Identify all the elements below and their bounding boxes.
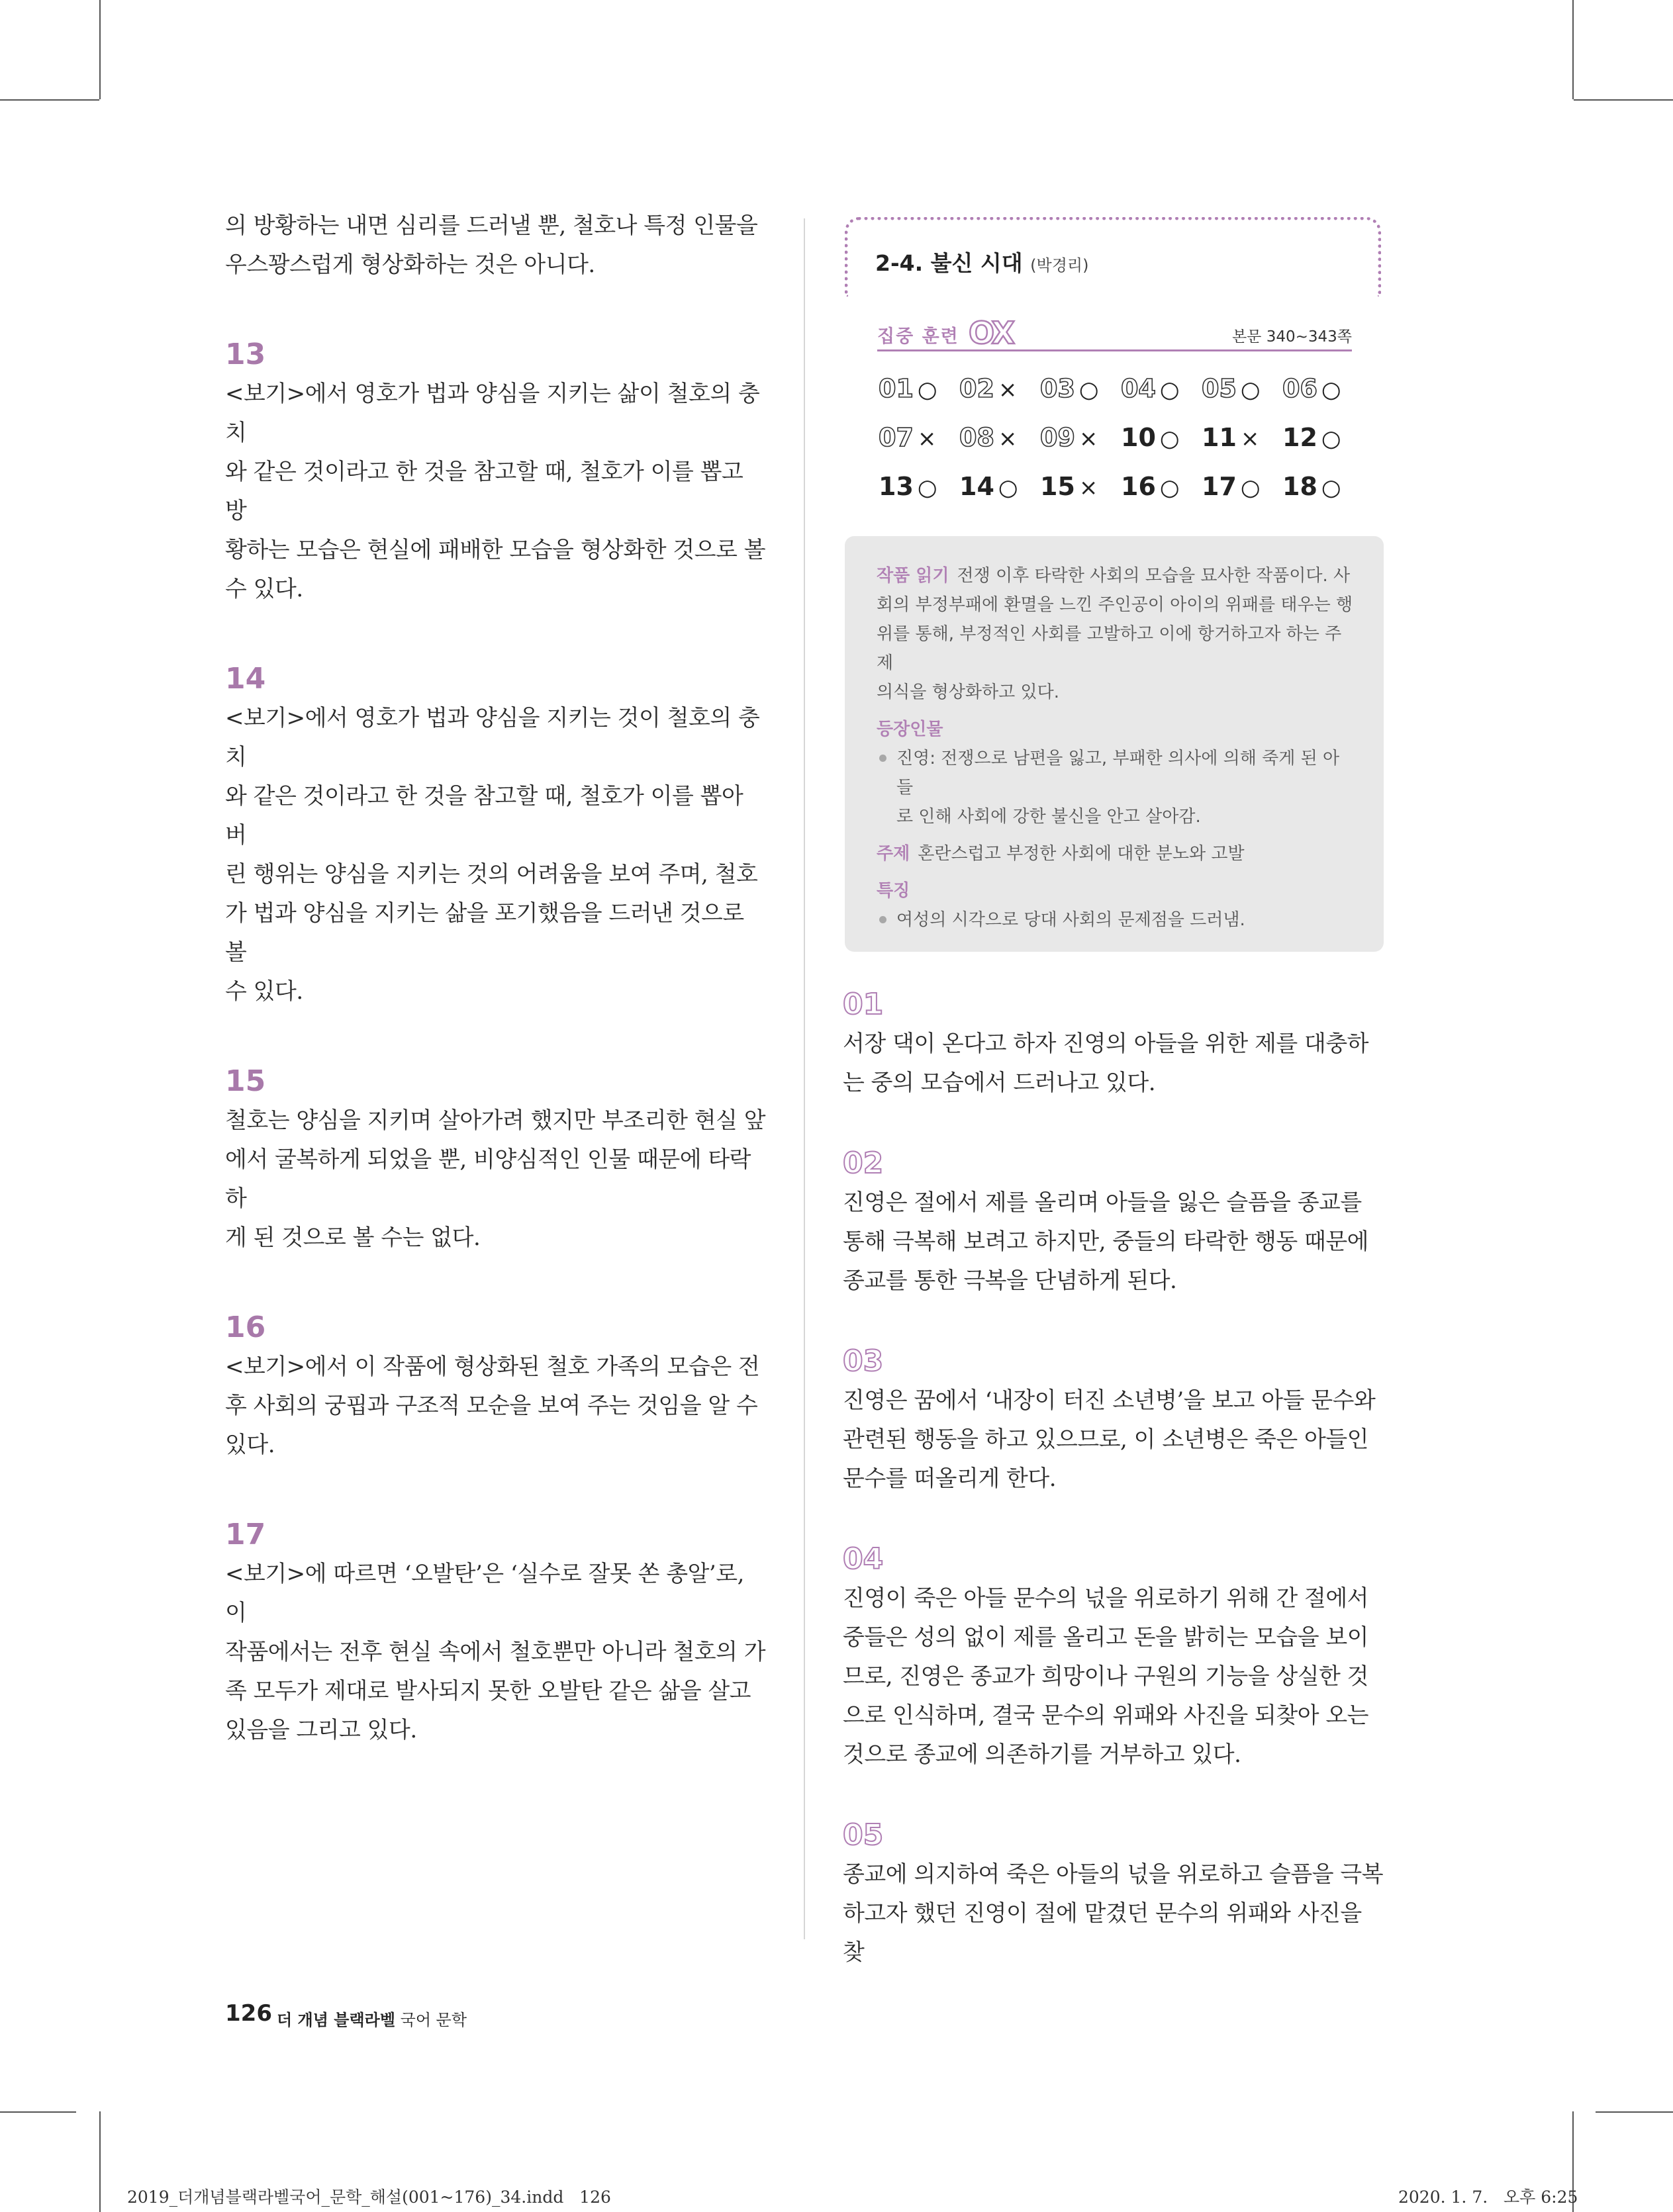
answer-mark: ×: [917, 426, 937, 452]
explanation-section-04: [843, 1540, 1386, 1774]
page-number: 126: [225, 2000, 272, 2027]
answer-number: 07: [879, 423, 914, 452]
section-number: 15: [225, 1064, 266, 1098]
answer-item: [1282, 374, 1363, 423]
answer-number: 14: [959, 472, 994, 501]
explanation-section-02: [843, 1144, 1386, 1301]
reading-label: 작품 읽기: [877, 566, 949, 586]
features-text: 여성의 시각으로 당대 사회의 문제점을 드러냄.: [877, 905, 1355, 935]
training-header: [877, 315, 1352, 351]
answer-number: 18: [1282, 472, 1317, 501]
column-divider: [804, 218, 805, 1939]
page-reference: 본문 340~343쪽: [1231, 328, 1352, 346]
section-number: 04: [843, 1542, 884, 1576]
answer-mark: ×: [1078, 426, 1098, 452]
answer-item: [1202, 423, 1282, 472]
ox-logo-icon: OX: [969, 315, 1013, 351]
answer-mark: ○: [1240, 377, 1261, 403]
answer-number: 17: [1202, 472, 1237, 501]
section-text: <보기>에서 영호가 법과 양심을 지키는 삶이 철호의 충치 와 같은 것이라고 한 것을 참고할 때, 철호가 이를 뽑고 방 황하는 모습은 현실에 패배한 모습을 형상화한 것으로 볼 수 있다.: [225, 381, 766, 602]
print-slug-file: 2019_더개념블랙라벨국어_문학_해설(001~176)_34.indd 126: [127, 2188, 611, 2207]
answer-section-16: [225, 1308, 769, 1465]
training-label: 집중 훈련: [877, 326, 959, 347]
answer-item: [1040, 374, 1121, 423]
answer-item: [879, 423, 959, 472]
answer-row: [879, 423, 1382, 472]
answer-number: 03: [1040, 374, 1075, 403]
right-column: [843, 985, 1386, 1972]
answer-mark: ○: [1321, 377, 1341, 403]
section-number: 13: [225, 338, 266, 371]
print-slug-date: 2020. 1. 7. 오후 6:25: [1398, 2188, 1578, 2207]
answer-section-14: [225, 659, 769, 1011]
theme-text: 혼란스럽고 부정한 사회에 대한 분노와 고발: [918, 844, 1245, 864]
answer-mark: ○: [998, 475, 1018, 501]
answer-mark: ○: [1321, 426, 1341, 452]
section-number: 03: [843, 1344, 884, 1378]
section-number: 16: [225, 1311, 266, 1344]
section-text: 진영은 절에서 제를 올리며 아들을 잃은 슬픔을 종교를 통해 극복해 보려고 하지만, 중들의 타락한 행동 때문에 종교를 통한 극복을 단념하게 된다.: [843, 1189, 1369, 1294]
answer-item: [1121, 472, 1202, 521]
answer-row: [879, 374, 1382, 423]
work-title-text: 2-4. 불신 시대: [875, 250, 1023, 276]
crop-mark: [0, 99, 99, 101]
work-author: (박경리): [1030, 256, 1089, 275]
answer-number: 09: [1040, 423, 1075, 452]
answer-item: [879, 472, 959, 521]
answer-mark: ○: [1159, 426, 1180, 452]
answer-number: 04: [1121, 374, 1156, 403]
answer-mark: ×: [998, 426, 1018, 452]
answer-mark: ×: [1078, 475, 1098, 501]
answer-number: 08: [959, 423, 994, 452]
characters-block: [877, 715, 1355, 831]
answer-item: [1202, 374, 1282, 423]
reading-block: [877, 561, 1355, 707]
section-number: 14: [225, 662, 266, 696]
section-text: 서장 댁이 온다고 하자 진영의 아들을 위한 제를 대충하 는 중의 모습에서 드러나고 있다.: [843, 1031, 1369, 1096]
crop-mark: [1574, 99, 1673, 101]
answer-number: 01: [879, 374, 914, 403]
explanation-section-05: [843, 1816, 1386, 1972]
section-number: 01: [843, 988, 884, 1021]
answer-mark: ○: [1159, 475, 1180, 501]
section-number: 17: [225, 1518, 266, 1551]
answer-mark: ○: [1159, 377, 1180, 403]
characters-label: 등장인물: [877, 719, 943, 739]
ox-answer-grid: [879, 374, 1382, 521]
answer-number: 15: [1040, 472, 1075, 501]
section-text: <보기>에서 이 작품에 형상화된 철호 가족의 모습은 전 후 사회의 궁핍과 구조적 모순을 보여 주는 것임을 알 수 있다.: [225, 1354, 760, 1458]
answer-item: [959, 472, 1040, 521]
answer-row: [879, 472, 1382, 521]
section-number: 05: [843, 1818, 884, 1852]
book-title: [277, 2007, 467, 2030]
answer-mark: ○: [917, 377, 937, 403]
answer-item: [959, 423, 1040, 472]
work-info-box: [845, 536, 1384, 952]
answer-number: 13: [879, 472, 914, 501]
answer-mark: ○: [1240, 475, 1261, 501]
answer-item: [1282, 472, 1363, 521]
reading-text: 전쟁 이후 타락한 사회의 모습을 묘사한 작품이다. 사 회의 부정부패에 환멸을 느낀 주인공이 아이의 위패를 태우는 행 위를 통해, 부정적인 사회를 고발하고 이에 항거하고자 하는 주제 의식을 형상화하고 있다.: [877, 566, 1353, 702]
crop-mark: [0, 2111, 76, 2113]
features-label: 특징: [877, 881, 910, 901]
answer-number: 16: [1121, 472, 1156, 501]
answer-mark: ×: [1240, 426, 1260, 452]
section-text: <보기>에서 영호가 법과 양심을 지키는 것이 철호의 충치 와 같은 것이라고 한 것을 참고할 때, 철호가 이를 뽑아 버 린 행위는 양심을 지키는 것의 어려움을 보여 주며, 철호 가 법과 양심을 지키는 삶을 포기했음을 드러낸 것으로 볼 수 있다.: [225, 705, 760, 1005]
book-title-rest: 국어 문학: [400, 2011, 467, 2029]
answer-item: [1282, 423, 1363, 472]
left-column: [225, 207, 769, 1800]
answer-mark: ○: [1321, 475, 1341, 501]
answer-mark: ×: [998, 377, 1018, 403]
answer-number: 11: [1202, 423, 1237, 452]
characters-text: 진영: 전쟁으로 남편을 잃고, 부패한 의사에 의해 죽게 된 아들 로 인해 사회에 강한 불신을 안고 살아감.: [877, 744, 1355, 831]
section-text: 철호는 양심을 지키며 살아가려 했지만 부조리한 현실 앞 에서 굴복하게 되었을 뿐, 비양심적인 인물 때문에 타락하 게 된 것으로 볼 수는 없다.: [225, 1107, 766, 1251]
intro-paragraph: 의 방황하는 내면 심리를 드러낼 뿐, 철호나 특정 인물을 우스꽝스럽게 형상화하는 것은 아니다.: [225, 212, 758, 278]
answer-item: [1040, 472, 1121, 521]
answer-number: 10: [1121, 423, 1156, 452]
answer-item: [1121, 374, 1202, 423]
section-number: 02: [843, 1146, 884, 1180]
answer-number: 02: [959, 374, 994, 403]
features-block: [877, 876, 1355, 935]
answer-item: [1202, 472, 1282, 521]
crop-mark: [1596, 2111, 1673, 2113]
crop-mark: [1572, 0, 1574, 99]
section-text: 진영이 죽은 아들 문수의 넋을 위로하기 위해 간 절에서 중들은 성의 없이 제를 올리고 돈을 밝히는 모습을 보이 므로, 진영은 종교가 희망이나 구원의 기능을 상실한 것 으로 인식하며, 결국 문수의 위패와 사진을 되찾아 오는 것으로 종교에 의존하기를 거부하고 있다.: [843, 1585, 1369, 1768]
answer-number: 06: [1282, 374, 1317, 403]
reading-paragraph: [877, 561, 1355, 707]
section-text: 진영은 꿈에서 ‘내장이 터진 소년병’을 보고 아들 문수와 관련된 행동을 하고 있으므로, 이 소년병은 죽은 아들인 문수를 떠올리게 한다.: [843, 1387, 1376, 1492]
answer-number: 12: [1282, 423, 1317, 452]
crop-mark: [99, 0, 101, 99]
answer-item: [1040, 423, 1121, 472]
answer-number: 05: [1202, 374, 1237, 403]
crop-mark: [99, 2111, 101, 2212]
explanation-section-01: [843, 985, 1386, 1103]
answer-mark: ○: [1078, 377, 1099, 403]
work-title: [875, 246, 1088, 277]
answer-section-13: [225, 335, 769, 609]
theme-label: 주제: [877, 844, 910, 864]
answer-item: [1121, 423, 1202, 472]
answer-section-15: [225, 1062, 769, 1258]
answer-item: [879, 374, 959, 423]
answer-mark: ○: [917, 475, 937, 501]
section-text: 종교에 의지하여 죽은 아들의 넋을 위로하고 슬픔을 극복 하고자 했던 진영이 절에 맡겼던 문수의 위패와 사진을 찾: [843, 1861, 1384, 1966]
answer-item: [959, 374, 1040, 423]
answer-section-17: [225, 1515, 769, 1750]
explanation-section-03: [843, 1342, 1386, 1498]
section-text: <보기>에 따르면 ‘오발탄’은 ‘실수로 잘못 쏜 총알’로, 이 작품에서는 전후 현실 속에서 철호뿐만 아니라 철호의 가 족 모두가 제대로 발사되지 못한 오발탄 같은 삶을 살고 있음을 그리고 있다.: [225, 1561, 766, 1743]
theme-block: [877, 839, 1355, 868]
book-title-bold: 더 개념 블랙라벨: [277, 2011, 395, 2029]
